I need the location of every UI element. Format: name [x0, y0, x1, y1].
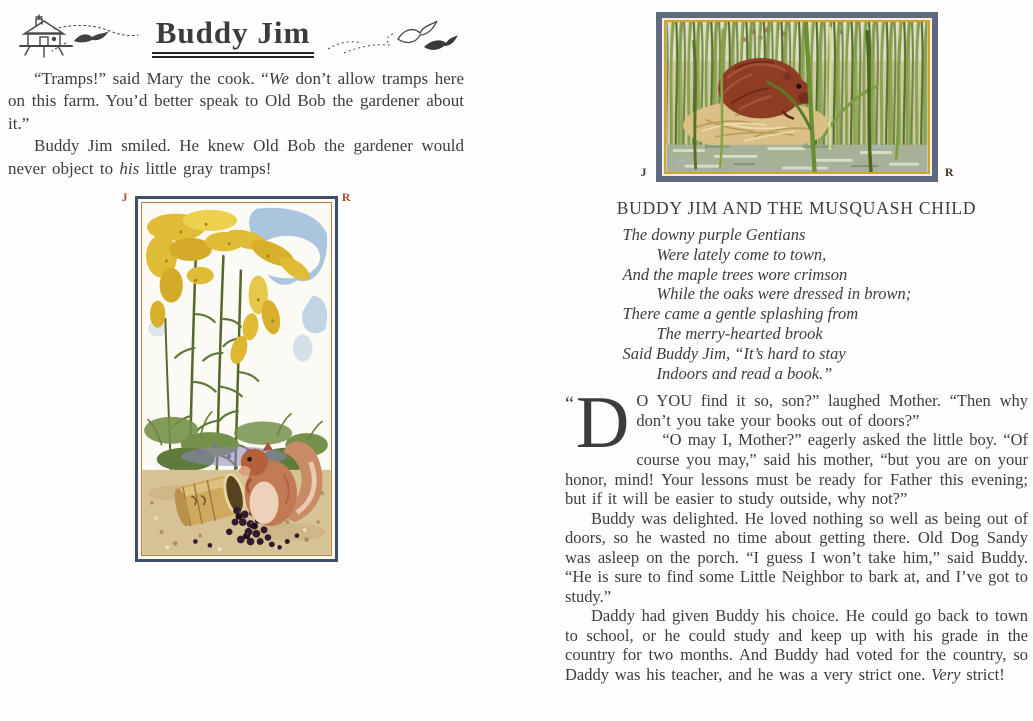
text-segment: don’t allow tramps here on this farm. You’d better speak to Old Bob the gardener about it.” [8, 69, 464, 133]
italic-text: We [268, 69, 289, 88]
bird-icon [424, 35, 458, 50]
bird-icon [398, 21, 437, 42]
text-segment: “Tramps!” said Mary the cook. “ [34, 69, 269, 88]
poem-line: While the oaks were dressed in brown; [656, 284, 912, 304]
artist-initial-j: J [121, 190, 128, 205]
text-segment: Buddy Jim smiled. He knew Old Bob the gardener would never object to [8, 136, 464, 178]
text-segment: Daddy had given Buddy his choice. He could go back to town to school, or he could study and keep up with his grade in the country for two months. And Buddy had voted for the country, so Daddy was his teacher, and he was a very strict one. [565, 606, 1028, 685]
text-segment: little gray tramps! [139, 158, 272, 178]
book-title: Buddy Jim [152, 15, 315, 58]
bird-icon [74, 31, 109, 42]
italic-text: Very [931, 665, 961, 685]
left-page [8, 0, 464, 562]
right-page [565, 0, 1028, 685]
illustration-frame [656, 12, 938, 182]
dropcap-letter: D [575, 382, 630, 465]
musquash-illustration [640, 12, 954, 182]
goldenrod-squirrel-painting [142, 203, 331, 555]
poem-line: The merry-hearted brook [656, 323, 823, 343]
poem-line: There came a gentle splashing from [622, 304, 859, 324]
illustration-frame [135, 196, 338, 562]
dropcap-quote: “ [565, 393, 574, 416]
paragraph [565, 382, 1028, 465]
poem-line: Said Buddy Jim, “It’s hard to stay [622, 343, 846, 363]
musquash-painting [666, 22, 928, 172]
poem-line: Indoors and read a book.” [656, 363, 833, 383]
poem-line: The downy purple Gentians [622, 225, 806, 244]
italic-text: his [119, 158, 140, 178]
flying-birds-sketch-icon [324, 13, 458, 59]
text-segment: strict! [960, 665, 1005, 685]
chapter-poem [623, 225, 971, 383]
paragraph: “O may I, Mother?” eagerly asked the little boy. “Of course you may,” said his mother, “but you are on your honor, mind! Your lessons must be ready for Father this evening; but if it will be easier to study outside, why not?” [565, 430, 1028, 509]
goldenrod-squirrel-illustration [121, 190, 351, 562]
text-segment: O YOU find it so, son?” laughed Mother. “Then why don’t you take your books out of doors?” [636, 391, 1028, 430]
artist-initial-r: R [944, 165, 954, 179]
artist-initial-r: R [341, 190, 351, 205]
artist-initial-j: J [640, 165, 647, 179]
poem-line: And the maple trees wore crimson [622, 264, 848, 284]
chapter-title: BUDDY JIM AND THE MUSQUASH CHILD [616, 198, 977, 218]
chapter-header [8, 12, 464, 60]
paragraph [8, 68, 464, 135]
paragraph: Buddy was delighted. He loved nothing so well as being out of doors, so he wasted no time about getting there. Old Dog Sandy was asleep on the porch. “I guess I won’t take him,” said Buddy. “He is sure to find some Little Neighbor to bark at, and I’ve got to study.” [565, 508, 1028, 606]
poem-line: Were lately come to town, [656, 244, 827, 264]
paragraph [8, 135, 464, 180]
paragraph [565, 606, 1028, 684]
birdhouse-sketch-icon [14, 13, 142, 59]
